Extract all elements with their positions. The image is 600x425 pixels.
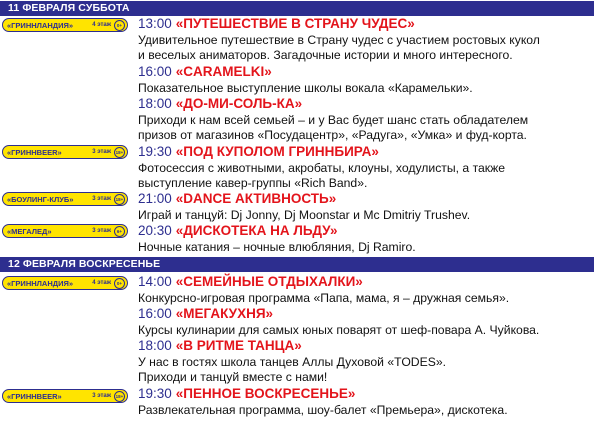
event-description: Удивительное путешествие в Страну чудес с участием ростовых кукол: [138, 33, 540, 47]
venue-badge-grinnlandia: [2, 276, 128, 290]
venue-floor: 3 этаж: [92, 149, 111, 155]
event-heading: [138, 191, 336, 207]
event-title: «ПОД КУПОЛОМ ГРИННБИРА»: [175, 144, 379, 159]
event-heading: [138, 16, 415, 32]
venue-name: «МЕГАЛЕД»: [7, 226, 52, 236]
event-title: «CARAMELKI»: [175, 64, 272, 79]
event-time: 19:30: [138, 144, 172, 159]
event-title: «ПЕННОЕ ВОСКРЕСЕНЬЕ»: [175, 386, 356, 401]
event-heading: [138, 386, 355, 402]
event-description: Показательное выступление школы вокала «Карамельки».: [138, 81, 473, 95]
venue-name: «БОУЛИНГ-КЛУБ»: [7, 194, 74, 204]
venue-name: «ГРИННЛАНДИЯ»: [7, 278, 74, 288]
event-description: призов от магазинов «Посудацентр», «Радуга», «Умка» и фуд-корта.: [138, 128, 527, 142]
venue-name: «ГРИННBEER»: [7, 147, 62, 157]
age-rating-badge: 18+: [114, 194, 125, 205]
event-description: Конкурсно-игровая программа «Папа, мама, я – дружная семья».: [138, 291, 510, 305]
venue-badge-grinnbeer: [2, 389, 128, 403]
venue-floor: 3 этаж: [92, 196, 111, 202]
event-title: «ПУТЕШЕСТВИЕ В СТРАНУ ЧУДЕС»: [175, 16, 415, 31]
venue-badge-bowling-club: [2, 192, 128, 206]
event-time: 13:00: [138, 16, 172, 31]
event-description: выступление кавер-группы «Rich Band».: [138, 176, 368, 190]
event-description: Приходи к нам всей семьей – и у Вас будет шанс стать обладателем: [138, 113, 529, 127]
event-title: «ДИСКОТЕКА НА ЛЬДУ»: [175, 223, 338, 238]
event-heading: [138, 96, 302, 112]
age-rating-badge: 0+: [114, 20, 125, 31]
venue-name: «ГРИННBEER»: [7, 391, 62, 401]
event-title: «В РИТМЕ ТАНЦА»: [175, 338, 302, 353]
age-rating-badge: 6+: [114, 226, 125, 237]
event-description: У нас в гостях школа танцев Аллы Духовой «TODES».: [138, 355, 447, 369]
event-time: 18:00: [138, 96, 172, 111]
event-title: «ДО-МИ-СОЛЬ-КА»: [175, 96, 303, 111]
event-time: 20:30: [138, 223, 172, 238]
event-time: 16:00: [138, 64, 172, 79]
event-time: 16:00: [138, 306, 172, 321]
venue-badge-grinnbeer: [2, 145, 128, 159]
event-heading: [138, 223, 338, 239]
day-header-saturday: 11 ФЕВРАЛЯ СУББОТА: [0, 1, 600, 16]
event-heading: [138, 274, 363, 290]
event-time: 21:00: [138, 191, 172, 206]
event-heading: [138, 64, 272, 80]
venue-badge-megaled: [2, 224, 128, 238]
event-heading: [138, 144, 379, 160]
age-rating-badge: 0+: [114, 278, 125, 289]
venue-floor: 3 этаж: [92, 393, 111, 399]
event-description: Фотосессия с животными, акробаты, клоуны, ходулисты, а также: [138, 161, 506, 175]
event-time: 18:00: [138, 338, 172, 353]
age-rating-badge: 18+: [114, 391, 125, 402]
venue-badge-grinnlandia: [2, 18, 128, 32]
venue-name: «ГРИННЛАНДИЯ»: [7, 20, 74, 30]
event-title: «МЕГАКУХНЯ»: [175, 306, 274, 321]
event-title: «DANCE АКТИВНОСТЬ»: [175, 191, 337, 206]
event-heading: [138, 306, 273, 322]
venue-floor: 4 этаж: [92, 22, 111, 28]
age-rating-badge: 18+: [114, 147, 125, 158]
event-title: «СЕМЕЙНЫЕ ОТДЫХАЛКИ»: [175, 274, 363, 289]
event-description: Играй и танцуй: Dj Jonny, Dj Moonstar и Mc Dmitriy Trushev.: [138, 208, 471, 222]
venue-floor: 4 этаж: [92, 280, 111, 286]
event-description: Развлекательная программа, шоу-балет «Премьера», дискотека.: [138, 403, 508, 417]
day-header-sunday: 12 ФЕВРАЛЯ ВОСКРЕСЕНЬЕ: [0, 257, 600, 272]
event-heading: [138, 338, 302, 354]
event-time: 19:30: [138, 386, 172, 401]
event-description: Приходи и танцуй вместе с нами!: [138, 370, 328, 384]
event-description: Ночные катания – ночные влюбляния, Dj Ramiro.: [138, 240, 416, 254]
event-time: 14:00: [138, 274, 172, 289]
venue-floor: 3 этаж: [92, 228, 111, 234]
event-description: Курсы кулинарии для самых юных поварят от шеф-повара А. Чуйкова.: [138, 323, 540, 337]
event-description: и веселых аниматоров. Загадочные истории и много интересного.: [138, 48, 513, 62]
